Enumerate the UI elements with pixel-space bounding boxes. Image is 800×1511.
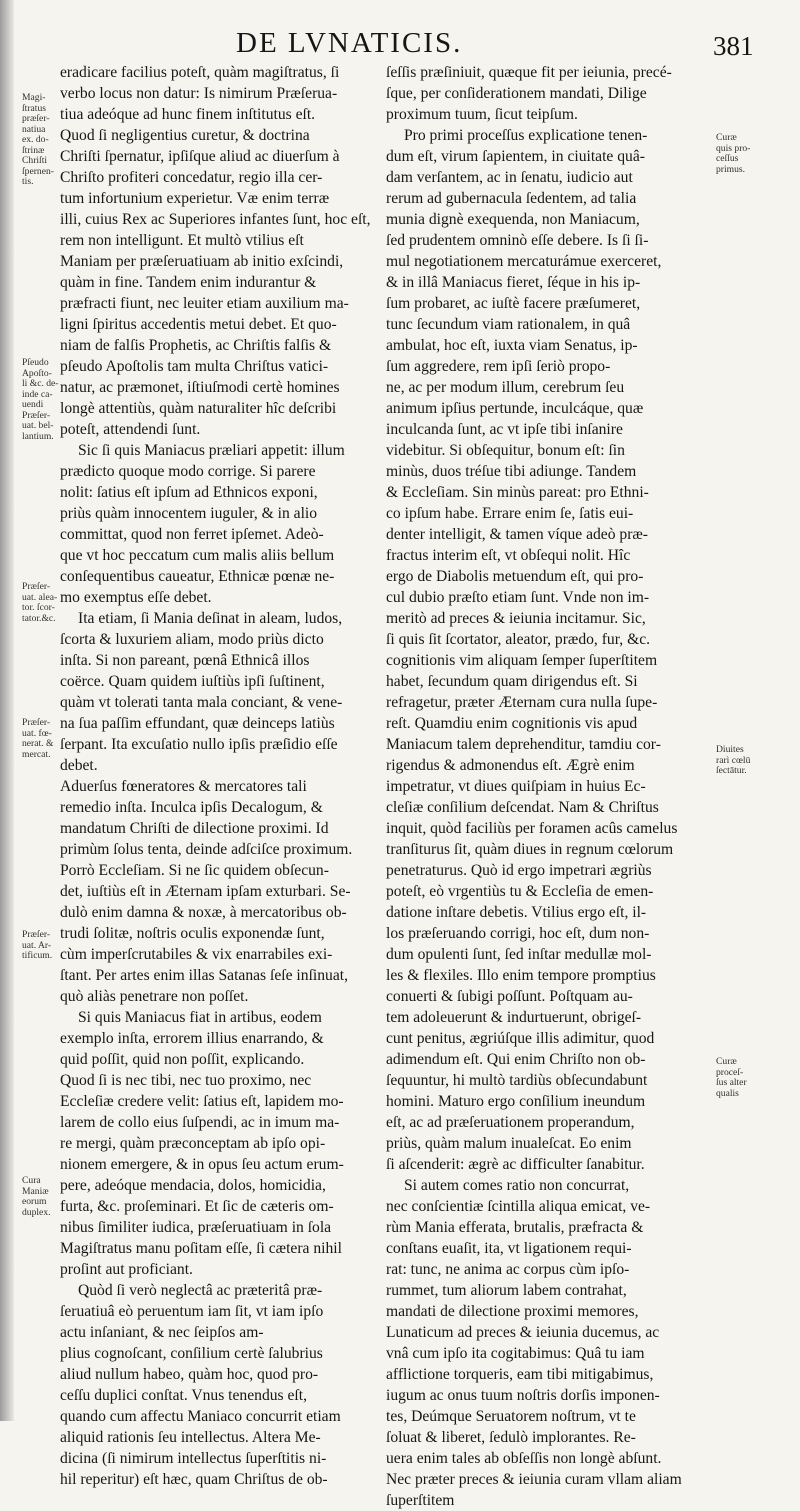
left-text-line: Quod ſi negligentius curetur, & doctrina [60, 127, 310, 144]
right-text-line: dum opulenti ſunt, ſed inſtar medullæ mol- [386, 946, 652, 963]
right-text-line: adimendum eſt. Qui enim Chriſto non ob- [386, 1051, 646, 1068]
right-text-line: munia dignè exequenda, non Maniacum, [386, 211, 640, 228]
margin-note-line: Maniæ [22, 1185, 49, 1197]
right-text-line: iugum ac onus tuum noſtris dorſis imponen- [386, 1387, 660, 1404]
left-text-line: coërce. Quam quidem iuſtiùs ipſi ſuſtinent, [60, 673, 325, 690]
right-text-line: ambulat, hoc eſt, iuxta viam Senatus, ip- [386, 337, 638, 354]
left-text-line: quàm in fine. Tandem enim indurantur & [60, 274, 317, 291]
right-text-line: co ipſum habe. Errare enim ſe, ſatis eui- [386, 505, 634, 522]
right-text-line: proximum tuum, ſicut teipſum. [386, 106, 578, 123]
right-text-line: rùm Mania efferata, brutalis, præfracta & [386, 1219, 644, 1236]
margin-note-foeneratores [22, 718, 58, 760]
margin-note-line: tator.&c. [22, 612, 56, 624]
left-text-line: tum infortunium experietur. Væ enim terræ [60, 190, 330, 207]
left-text-line: pere, adeóque mendacia, dolos, homicidia, [60, 1177, 326, 1194]
margin-note-line: inde ca- [22, 388, 53, 400]
margin-note-line: uat. bel- [22, 420, 54, 431]
right-text-line: Nec præter preces & ieiunia curam vllam aliam [386, 1471, 682, 1488]
left-text-line: Quòd ſi verò neglectâ ac præteritâ præ- [78, 1282, 323, 1299]
right-text-line: ſum aggredere, rem ipſi ſeriò propo- [386, 358, 611, 375]
left-text-line: inſta. Si non pareant, pœnâ Ethnicâ illos [60, 652, 310, 669]
right-text-line: ſeſſis præſiniuit, quæque fit per ieiunia, precé- [386, 64, 672, 81]
right-text-line: rat: tunc, ne anima ac corpus cùm ipſo- [386, 1261, 630, 1278]
left-text-line: mandatum Chriſti de dilectione proximi. Id [60, 820, 329, 837]
margin-note-cura-maniae [22, 1176, 58, 1218]
left-text-line: eradicare facilius poteſt, quàm magiſtratus, ſi [60, 64, 340, 81]
left-text-line: furta, &c. proſeminari. Et ſic de cæteris om- [60, 1198, 334, 1215]
margin-note-magistratus [22, 93, 58, 188]
margin-note-line: proceſ- [716, 1066, 744, 1078]
right-text-line: tes, Deúmque Seruatorem noſtrum, vt te [386, 1408, 636, 1425]
running-title: DE LVNATICIS. [236, 27, 463, 59]
right-text-line: & in illâ Maniacus fieret, ſéque in his ip- [386, 274, 641, 291]
right-text-line: impetratur, vt diues quiſpiam in huius Ec- [386, 778, 646, 795]
margin-note-line: ſpernen- [22, 165, 54, 177]
left-text-line: trudi ſolitæ, noſtris oculis exponendæ ſunt, [60, 925, 325, 942]
margin-note-line: rarì cœlū [716, 754, 751, 766]
left-text-line: dulò enim damna & noxæ, à mercatoribus ob- [60, 904, 347, 921]
right-text-line: refragetur, præter Æternam cura nulla ſupe- [386, 694, 658, 711]
left-text-line: poteſt, attendendi ſunt. [60, 421, 201, 438]
left-text-line: priùs quàm innocentem iuguler, & in alio [60, 505, 318, 522]
left-text-column [60, 62, 378, 1490]
right-text-line: uera enim tales ab obſeſſis non longè abſunt. [386, 1450, 662, 1467]
margin-note-line: lantium. [22, 430, 54, 442]
margin-note-line: tificum. [22, 950, 53, 961]
left-text-line: re mergi, quàm præconceptam ab ipſo opi- [60, 1135, 326, 1152]
margin-note-line: Præſer- [22, 581, 51, 592]
left-text-line: aliquid rationis ſeu intellectus. Altera Me- [60, 1429, 321, 1446]
left-text-line: nolit: ſatius eſt ipſum ad Ethnicos exponi, [60, 484, 318, 501]
left-text-line: hil reperitur) eſt hæc, quam Chriſtus de ob- [60, 1471, 328, 1488]
left-text-line: Magiſtratus manu poſitam eſſe, ſi cætera nihil [60, 1240, 342, 1257]
margin-note-line: nerat. & [22, 738, 54, 749]
left-text-line: Quod ſi is nec tibi, nec tuo proximo, nec [60, 1072, 312, 1089]
left-text-line: mo exemptus eſſe debet. [60, 589, 212, 606]
right-text-line: vnâ cum ipſo ita cogitabimus: Quâ tu iam [386, 1345, 645, 1362]
margin-note-line: natiua [22, 123, 46, 135]
margin-note-line: Cura [22, 1175, 41, 1186]
margin-note-line: Præſer- [22, 929, 51, 940]
right-text-line: dam verſantem, ac in ſenatu, iudicio aut [386, 169, 633, 186]
right-text-line: cognitionis vim aliquam ſemper ſuperſtitem [386, 652, 658, 669]
right-text-line: tranſiturus ſit, quàm diues in regnum cœlorum [386, 841, 674, 858]
right-text-line: & Eccleſiam. Sin minùs pareat: pro Ethni- [386, 484, 649, 501]
left-text-line: niam de falſis Prophetis, ac Chriſtis falſis & [60, 337, 332, 354]
margin-note-line: uat. fœ- [22, 727, 52, 739]
right-text-line: homini. Maturo ergo conſilium ineundum [386, 1093, 646, 1110]
left-text-line: que vt hoc peccatum cum malis aliis bellum [60, 547, 335, 564]
left-text-line: larem de collo eius ſuſpendi, ac in imum ma- [60, 1114, 340, 1131]
left-text-line: prædicto quoque modo corrige. Si parere [60, 463, 316, 480]
right-text-line: habet, ſecundum quam dirigendus eſt. Si [386, 673, 638, 690]
left-text-line: verbo locus non datur: Is nimirum Præſerua- [60, 85, 338, 102]
right-text-line: tunc ſecundum viam rationalem, in quâ [386, 316, 631, 333]
right-text-line: ſed prudentem omninò eſſe debere. Is ſi ſi- [386, 232, 649, 249]
left-text-line: cùm imperſcrutabiles & vix enarrabiles exi- [60, 946, 333, 963]
right-text-line: nec conſcientiæ ſcintilla aliqua emicat, ve- [386, 1198, 651, 1215]
margin-note-line: qualis [716, 1087, 739, 1099]
margin-note-line: ſtratus [22, 102, 46, 114]
right-text-line: ſi aſcenderit: ægrè ac difficulter ſanabitur. [386, 1156, 645, 1173]
left-text-line: conſequentibus caueatur, Ethnicæ pœnæ ne- [60, 568, 335, 585]
right-text-line: ne, ac per modum illum, cerebrum ſeu [386, 379, 625, 396]
margin-note-line: ex. do- [22, 134, 49, 145]
right-text-line: rerum ad gubernacula ſedentem, ad talia [386, 190, 637, 207]
margin-note-line: tor. ſcor- [22, 602, 55, 613]
margin-note-cura-alter [716, 1057, 778, 1099]
left-text-line: præfracti fiunt, nec leuiter etiam auxilium ma- [60, 295, 349, 312]
left-text-line: aliud nullum habeo, quàm hoc, quod pro- [60, 1366, 319, 1383]
margin-note-line: Curæ [716, 132, 737, 143]
left-text-line: quò aliàs penetrare non poſſet. [60, 988, 249, 1005]
left-text-line: Aduerſus fœneratores & mercatores tali [60, 778, 307, 795]
margin-note-line: quis pro- [716, 142, 751, 154]
margin-note-aleatores [22, 582, 58, 624]
left-text-line: debet. [60, 757, 98, 774]
left-text-line: ſeruatiuâ eò peruentum iam ſit, vt iam ipſo [60, 1303, 324, 1320]
right-text-line: cunt penitus, ægriúſque illis adimitur, quod [386, 1030, 655, 1047]
margin-note-line: Chriſti [22, 155, 48, 166]
margin-note-line: Curæ [716, 1056, 737, 1067]
left-text-line: primùm ſolus tenta, deinde adſciſce proximum. [60, 841, 353, 858]
left-text-line: longè attentiùs, quàm naturaliter hîc deſcribi [60, 400, 337, 417]
left-text-line: rem non intelligunt. Et multò vtilius eſt [60, 232, 304, 249]
right-text-line: datione inſtare debetis. Vtilius ergo eſt, il- [386, 904, 647, 921]
right-text-line: los præſeruando corrigi, hoc eſt, dum non- [386, 925, 650, 942]
left-text-line: actu inſaniant, & nec ſeipſos am- [60, 1324, 264, 1341]
right-text-line: ſuperſtitem [386, 1492, 455, 1509]
gutter-shadow [0, 0, 14, 1421]
margin-note-line: uat. alea- [22, 591, 58, 603]
margin-note-line: uat. Ar- [22, 939, 52, 951]
left-text-line: ligni ſpiritus accedentis metui debet. Et quo- [60, 316, 337, 333]
right-text-line: Si autem comes ratio non concurrat, [404, 1177, 630, 1194]
left-text-line: plius cognoſcant, conſilium certè ſalubrius [60, 1345, 323, 1362]
margin-note-line: eorum [22, 1196, 47, 1207]
margin-note-line: duplex. [22, 1206, 51, 1218]
margin-note-line: ſus alter [716, 1077, 747, 1088]
margin-note-line: ſectātur. [716, 765, 747, 776]
left-text-line: exemplo inſta, errorem illius enarrando, & [60, 1030, 324, 1047]
left-text-line: nionem emergere, & in opus ſeu actum erum- [60, 1156, 344, 1173]
left-text-line: det, iuſtiùs eſt in Æternam ipſam exturbari. Se- [60, 883, 351, 900]
left-text-line: natur, ac præmonet, iſtiuſmodi certè homines [60, 379, 340, 396]
margin-note-line: Pſeudo [22, 357, 49, 368]
margin-note-line: uendi [22, 399, 44, 410]
right-text-line: priùs, quàm malum inualeſcat. Eo enim [386, 1135, 632, 1152]
left-text-line: Ita etiam, ſi Mania deſinat in aleam, ludos, [78, 610, 343, 627]
right-text-line: eſt, ac ad præſeruationem properandum, [386, 1114, 635, 1131]
right-text-line: tem adoleuerunt & indurtuerunt, obrigeſ- [386, 1009, 642, 1026]
margin-note-line: li &c. de- [22, 378, 59, 389]
right-text-line: reſt. Quamdiu enim cognitionis vis apud [386, 715, 638, 732]
right-text-line: ſque, per conſiderationem mandati, Dilige [386, 85, 647, 102]
right-text-line: Maniacum talem deprehenditur, tamdiu cor- [386, 736, 661, 753]
right-text-line: penetraturus. Quò id ergo impetrari ægriùs [386, 862, 652, 879]
right-text-line: fractus interim eſt, vt obſequi nolit. Hîc [386, 547, 631, 564]
margin-note-divites [716, 745, 778, 777]
right-text-line: minùs, duos tréſue tibi adiunge. Tandem [386, 463, 637, 480]
margin-note-cura-primus [716, 133, 778, 175]
right-text-line: cleſiæ conſilium deſcendat. Nam & Chriſtus [386, 799, 659, 816]
margin-note-line: præſer- [22, 113, 50, 124]
left-text-line: Sic ſi quis Maniacus præliari appetit: illum [78, 442, 345, 459]
left-text-line: ſerpant. Ita excuſatio nullo ipſis præſidio eſſe [60, 736, 338, 753]
page-number: 381 [713, 31, 754, 61]
right-text-line: meritò ad preces & ieiunia incitamur. Sic, [386, 610, 646, 627]
left-text-line: proſint aut proficiant. [60, 1261, 193, 1278]
left-text-line: Si quis Maniacus fiat in artibus, eodem [78, 1009, 322, 1026]
margin-note-artifices [22, 930, 58, 962]
right-text-line: poteſt, eò vrgentiùs tu & Eccleſia de emen- [386, 883, 654, 900]
left-text-line: Chriſto profiteri concedatur, regio illa cer- [60, 169, 323, 186]
margin-note-line: Apoſto- [22, 367, 52, 379]
right-text-line: rummet, tum aliorum labem contrahat, [386, 1282, 627, 1299]
left-text-line: quid poſſit, quid non poſſit, explicando. [60, 1051, 305, 1068]
margin-note-line: ceſſus [716, 153, 739, 164]
left-text-line: nibus ſimiliter iudica, præſeruatiuam in ſola [60, 1219, 332, 1236]
margin-note-line: Præſer- [22, 717, 51, 728]
left-text-line: ſtant. Per artes enim illas Satanas ſeſe inſinuat, [60, 967, 348, 984]
right-text-line: ſoluat & liberet, ſedulò implorantes. Re- [386, 1429, 636, 1446]
right-text-line: conſtans euaſit, ita, vt ligationem requi- [386, 1240, 632, 1257]
left-text-line: quàm vt tolerati tanta mala conciant, & vene- [60, 694, 343, 711]
left-text-line: na ſua paſſim effundant, quæ deinceps latiùs [60, 715, 335, 732]
margin-note-line: ſtrinæ [22, 144, 45, 156]
margin-note-line: Magi- [22, 92, 46, 103]
left-text-line: remedio inſta. Inculca ipſis Decalogum, & [60, 799, 323, 816]
left-text-line: ceſſu duplici conſtat. Vnus tenendus eſt, [60, 1387, 307, 1404]
left-text-line: illi, cuius Rex ac Superiores infantes ſunt, hoc eſt, [60, 211, 371, 228]
margin-note-line: Diuites [716, 744, 744, 755]
right-text-line: ergo de Diabolis metuendum eſt, qui pro- [386, 568, 644, 585]
left-text-line: pſeudo Apoſtolis tam multa Chriſtus vatici- [60, 358, 329, 375]
margin-note-line: Præſer- [22, 409, 51, 421]
right-text-column [386, 62, 708, 1511]
right-text-line: Lunaticum ad preces & ieiunia ducemus, ac [386, 1324, 660, 1341]
left-text-line: committat, quod non ferret ipſemet. Adeò- [60, 526, 324, 543]
right-text-line: ſi quis ſit ſcortator, aleator, prædo, fur, &c. [386, 631, 651, 648]
right-text-line: Pro primi proceſſus explicatione tenen- [404, 127, 648, 144]
left-text-line: dicina (ſi nimirum intellectus ſuperſtitis ni- [60, 1450, 327, 1467]
margin-note-line: primus. [716, 163, 746, 175]
right-text-line: denter intelligit, & tamen víque adeò præ- [386, 526, 648, 543]
margin-note-line: mercat. [22, 748, 51, 760]
left-text-line: Eccleſiæ credere velit: ſatius eſt, lapidem mo- [60, 1093, 344, 1110]
left-text-line: tiua adeóque ad hunc finem inſtitutus eſt. [60, 106, 316, 123]
right-text-line: ſequuntur, hi multò tardiùs obſecundabunt [386, 1072, 648, 1089]
left-text-line: ſcorta & luxuriem aliam, modo priùs dicto [60, 631, 324, 648]
right-text-line: cul dubio præſto etiam ſunt. Vnde non im- [386, 589, 650, 606]
right-text-line: mul negotiationem mercaturámue exerceret, [386, 253, 662, 270]
right-text-line: afflictione torqueris, eam tibi mitigabimus, [386, 1366, 654, 1383]
margin-note-line: tis. [22, 176, 34, 187]
right-text-line: rigendus & admonendus eſt. Ægrè enim [386, 757, 635, 774]
right-text-line: conuerti & ſubigi poſſunt. Poſtquam au- [386, 988, 633, 1005]
left-text-line: Chriſti ſpernatur, ipſiſque aliud ac diuerſum à [60, 148, 340, 165]
right-text-line: les & flexiles. Illo enim tempore promptius [386, 967, 656, 984]
right-text-line: animum ipſius pertunde, inculcáque, quæ [386, 400, 644, 417]
right-text-line: videbitur. Si obſequitur, bonum eſt: ſin [386, 442, 625, 459]
right-text-line: mandati de dilectione proximi memores, [386, 1303, 639, 1320]
right-text-line: ſum probaret, ac iuſtè facere præſumeret, [386, 295, 641, 312]
right-text-line: dum eſt, virum ſapientem, in ciuitate quâ- [386, 148, 645, 165]
right-text-line: inquit, quòd faciliùs per foramen acûs camelus [386, 820, 678, 837]
left-text-line: Porrò Eccleſiam. Si ne ſic quidem obſecun- [60, 862, 329, 879]
margin-note-pseudo-apostoli [22, 358, 58, 442]
left-text-line: quando cum affectu Maniaco concurrit etiam [60, 1408, 341, 1425]
right-text-line: inculcanda ſunt, ac vt ipſe tibi inſanire [386, 421, 623, 438]
left-text-line: Maniam per præſeruatiuam ab initio exſcindi, [60, 253, 344, 270]
